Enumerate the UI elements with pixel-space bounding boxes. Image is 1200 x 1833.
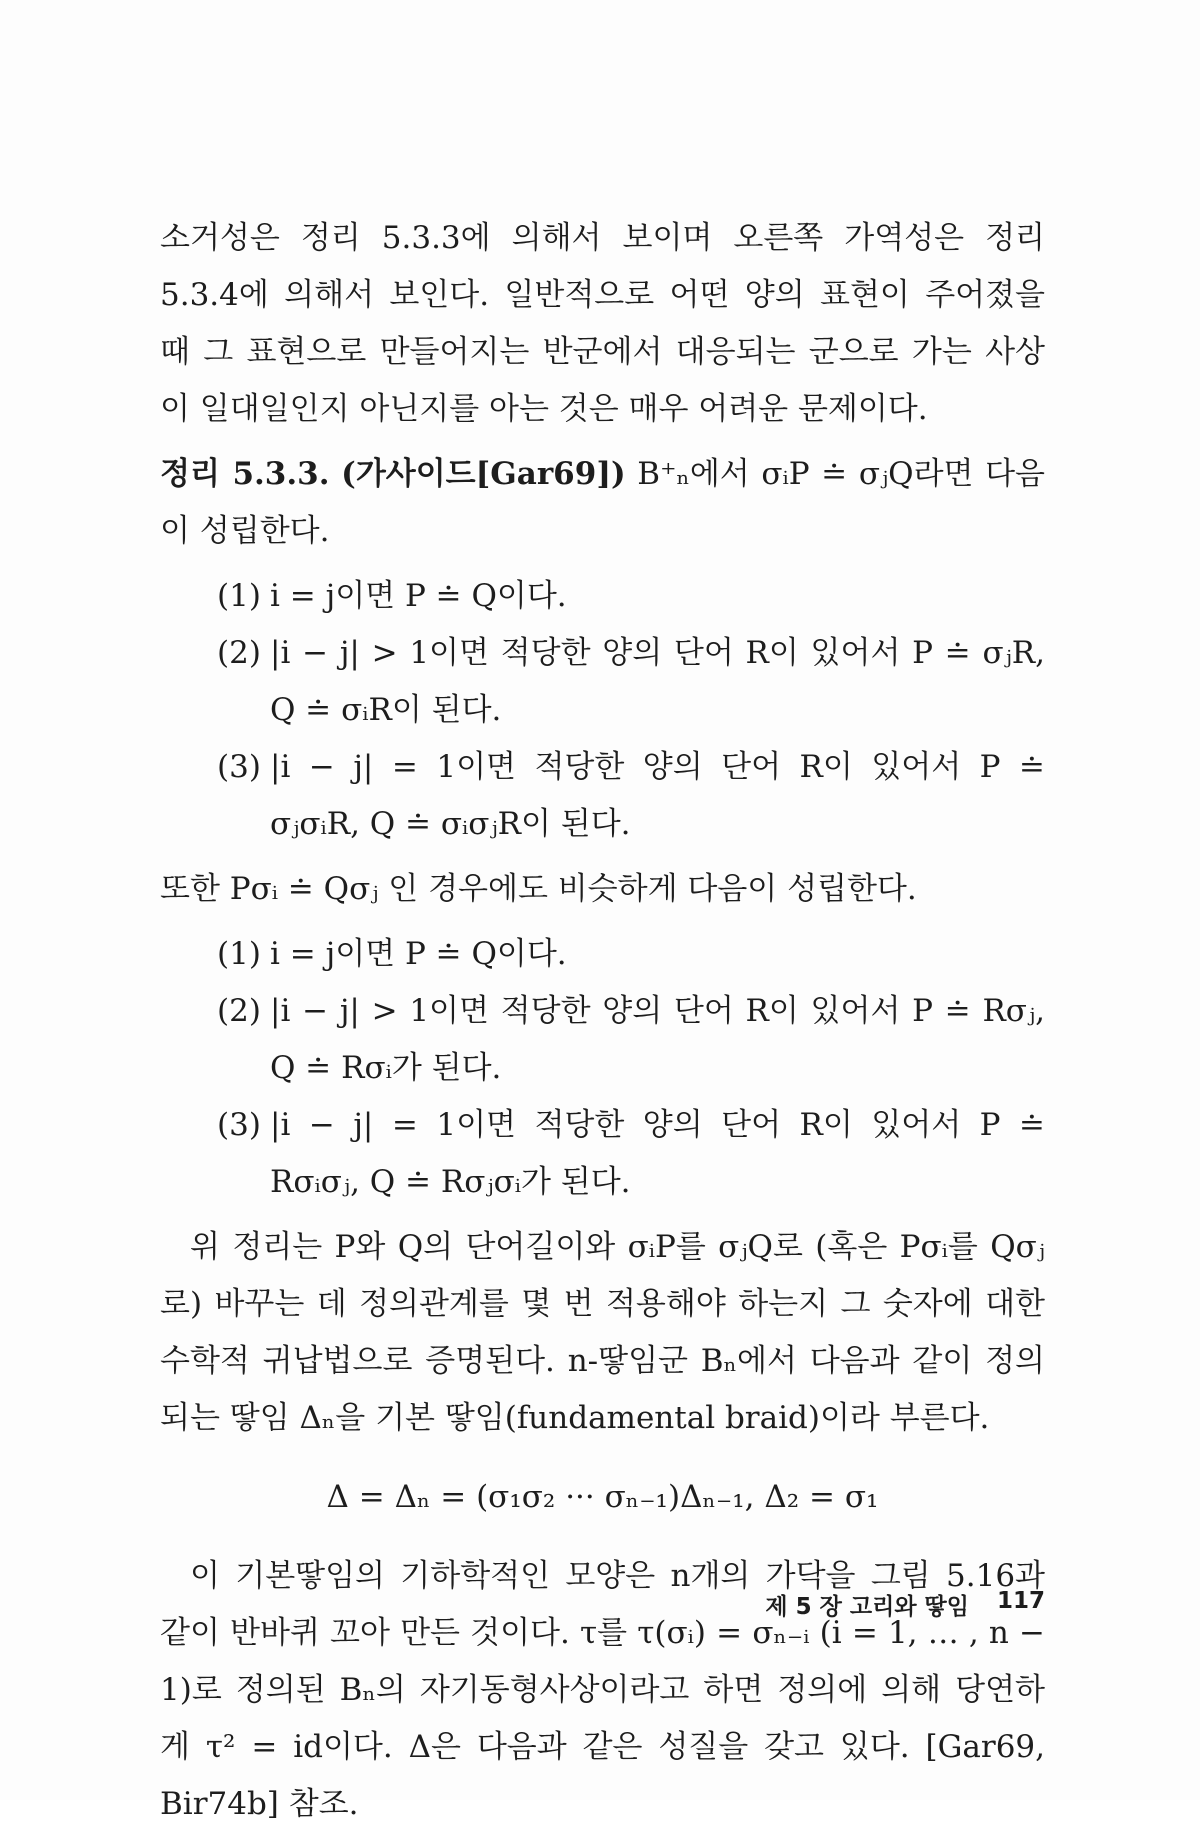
list-item-number: (1) <box>217 936 261 972</box>
paragraph-intro: 소거성은 정리 5.3.3에 의해서 보이며 오른쪽 가역성은 정리 5.3.4에 의해서 보인다. 일반적으로 어떤 양의 표현이 주어졌을 때 그 표현으로 만들어지는 반군에서 대응되는 군으로 가는 사상이 일대일인지 아닌지를 아는 것은 매우 어려운 문제이다. <box>160 220 1045 427</box>
theorem-heading: 정리 5.3.3. <box>160 456 330 492</box>
list-item-number: (1) <box>217 578 261 614</box>
list-item <box>160 1097 1045 1211</box>
list-item-number: (2) <box>217 635 261 671</box>
list-item <box>160 739 1045 853</box>
list-item-text: |i − j| > 1이면 적당한 양의 단어 R이 있어서 P ≐ σⱼR, Q ≐ σᵢR이 된다. <box>270 635 1045 728</box>
list-item-text: i = j이면 P ≐ Q이다. <box>270 936 567 972</box>
list-item-text: i = j이면 P ≐ Q이다. <box>270 578 567 614</box>
list-item <box>160 625 1045 739</box>
list-item-number: (3) <box>217 1107 261 1143</box>
list-item-text: |i − j| > 1이면 적당한 양의 단어 R이 있어서 P ≐ Rσⱼ, Q ≐ Rσᵢ가 된다. <box>270 993 1045 1086</box>
list-item-text: |i − j| = 1이면 적당한 양의 단어 R이 있어서 P ≐ σⱼσᵢR, Q ≐ σᵢσⱼR이 된다. <box>270 749 1045 842</box>
page-number: 117 <box>996 1588 1045 1614</box>
theorem-list-1 <box>160 568 1045 853</box>
theorem-block <box>160 446 1045 560</box>
paragraph-geometry: 이 기본땋임의 기하학적인 모양은 n개의 가닥을 그림 5.16과 같이 반바퀴 꼬아 만든 것이다. τ를 τ(σᵢ) = σₙ₋ᵢ (i = 1, … , n − 1)로 정의된 Bₙ의 자기동형사상이라고 하면 정의에 의해 당연하게 τ² = id이다. Δ은 다음과 같은 성질을 갖고 있다. [Gar69, Bir74b] 참조. <box>160 1558 1045 1822</box>
theorem-list-2 <box>160 926 1045 1211</box>
theorem-citation: (가사이드[Gar69]) <box>341 456 626 492</box>
paragraph-proof: 위 정리는 P와 Q의 단어길이와 σᵢP를 σⱼQ로 (혹은 Pσᵢ를 Qσⱼ로) 바꾸는 데 정의관계를 몇 번 적용해야 하는지 그 숫자에 대한 수학적 귀납법으로 증명된다. n-땋임군 Bₙ에서 다음과 같이 정의되는 땋임 Δₙ을 기본 땋임(fundamental braid)이라 부른다. <box>160 1229 1045 1436</box>
list-item <box>160 983 1045 1097</box>
page-footer <box>700 1588 1045 1621</box>
formula-fundamental-braid: Δ = Δₙ = (σ₁σ₂ ··· σₙ₋₁)Δₙ₋₁, Δ₂ = σ₁ <box>326 1479 879 1515</box>
list-item <box>160 926 1045 983</box>
list-item-text: |i − j| = 1이면 적당한 양의 단어 R이 있어서 P ≐ Rσᵢσⱼ, Q ≐ Rσⱼσᵢ가 된다. <box>270 1107 1045 1200</box>
list-item <box>160 568 1045 625</box>
theorem-statement: B⁺ₙ에서 σᵢP ≐ σⱼQ라면 다음이 성립한다. <box>160 456 1045 549</box>
list-item-number: (3) <box>217 749 261 785</box>
paragraph-also: 또한 Pσᵢ ≐ Qσⱼ 인 경우에도 비슷하게 다음이 성립한다. <box>160 871 917 907</box>
list-item-number: (2) <box>217 993 261 1029</box>
chapter-title: 제 5 장 고리와 땋임 <box>765 1594 969 1620</box>
